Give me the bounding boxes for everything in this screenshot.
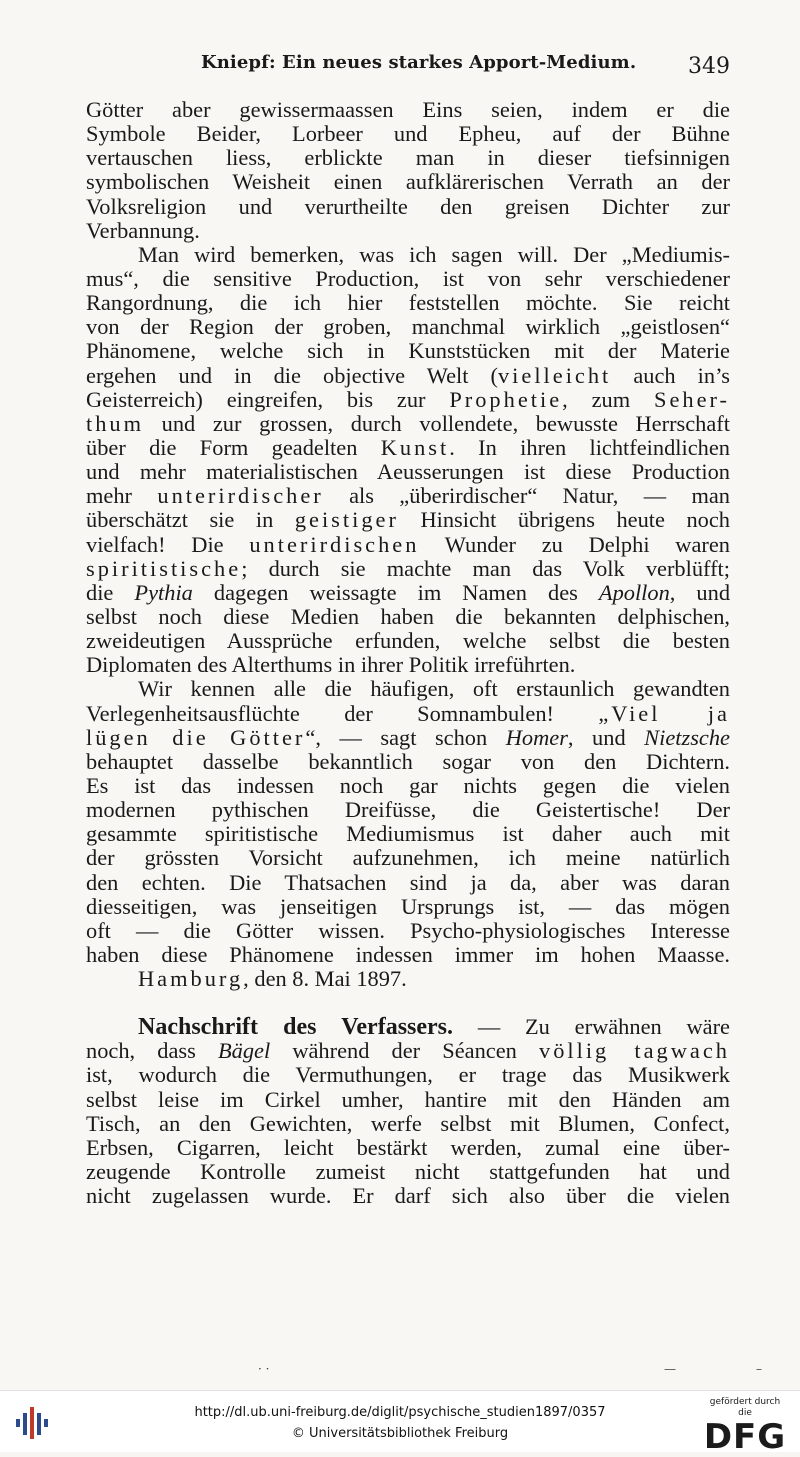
section-spacer xyxy=(86,991,730,1015)
text-run: während der Séancen xyxy=(270,1038,539,1064)
text-line: zeugende Kontrolle zumeist nicht stattgefunden hat und xyxy=(86,1159,730,1185)
text-run: Verlegenheitsausflüchte der Somnambulen! xyxy=(86,700,599,726)
text-run: , und xyxy=(567,724,645,750)
italic-name: Bägel xyxy=(217,1038,271,1064)
text-line xyxy=(86,412,730,436)
text-line: zweideutigen Aussprüche erfunden, welche selbst die besten xyxy=(86,628,730,654)
place-name: Hamburg xyxy=(138,966,244,992)
text-line: oft — die Götter wissen. Psycho-physiologisches Interesse xyxy=(86,917,730,943)
text-line: vertauschen liess, erblickte man in dieser tiefsinnigen xyxy=(86,145,730,171)
text-run: als „überirdischer“ Natur, — man xyxy=(323,483,730,509)
spaced-emphasis: lügen die Götter xyxy=(86,724,306,750)
print-mark: — xyxy=(664,1362,676,1376)
text-line xyxy=(86,702,730,726)
permalink-url[interactable]: http://dl.ub.uni-freiburg.de/diglit/psychische_studien1897/0357 xyxy=(194,1405,606,1420)
page-header xyxy=(86,50,736,84)
text-run: mehr xyxy=(86,483,158,509)
text-run: noch, dass xyxy=(86,1038,218,1064)
text-line: Tisch, an den Gewichten, werfe selbst mit Blumen, Confect, xyxy=(86,1110,730,1136)
spaced-emphasis: „Viel ja xyxy=(598,700,730,726)
text-line: Diplomaten des Alterthums in ihrer Politik irreführten. xyxy=(86,652,576,678)
text-line: den echten. Die Thatsachen sind ja da, aber was daran xyxy=(86,869,730,895)
viewer-footer xyxy=(0,1390,800,1457)
running-title: Kniepf: Ein neues starkes Apport-Medium. xyxy=(201,52,637,73)
signature-date: , den 8. Mai 1897. xyxy=(243,966,407,992)
text-line xyxy=(86,581,730,605)
text-line: der grössten Vorsicht aufzunehmen, ich meine natürlich xyxy=(86,845,730,871)
print-mark: · · xyxy=(258,1362,270,1376)
signature-line xyxy=(86,967,730,991)
text-line: modernen pythischen Dreifüsse, die Geistertische! Der xyxy=(86,797,730,823)
page-number: 349 xyxy=(688,54,730,79)
text-line: selbst noch diese Medien haben die bekannten delphischen, xyxy=(86,603,730,629)
text-line: Symbole Beider, Lorbeer und Epheu, auf der Bühne xyxy=(86,121,730,147)
text-run: Wunder zu Delphi waren xyxy=(419,531,730,557)
text-run: auch in’s xyxy=(611,362,731,388)
text-line xyxy=(86,388,730,412)
text-line xyxy=(86,484,730,508)
text-line xyxy=(86,364,730,388)
text-run: ergehen und in die objective Welt ( xyxy=(86,362,498,388)
spaced-emphasis: geistiger xyxy=(294,507,399,533)
text-line xyxy=(86,557,730,581)
print-mark: – xyxy=(756,1362,762,1376)
italic-name: Pythia xyxy=(134,579,193,605)
spaced-emphasis: unterirdischer xyxy=(157,483,324,509)
text-line: Rangordnung, die ich hier feststellen möchte. Sie reicht xyxy=(86,290,730,316)
text-line: haben diese Phänomene indessen immer im hohen Maasse. xyxy=(86,941,730,967)
text-run: dagegen weissagte im Namen des xyxy=(192,579,599,605)
text-line: Erbsen, Cigarren, leicht bestärkt werden, zumal eine über- xyxy=(86,1134,730,1160)
text-line: diesseitigen, was jenseitigen Ursprungs ist, — das mögen xyxy=(86,893,730,919)
spaced-emphasis: unterirdischen xyxy=(249,531,420,557)
text-line: behauptet dasselbe bekanntlich sogar von den Dichtern. xyxy=(86,748,730,774)
text-line xyxy=(86,508,730,532)
italic-name: Nietzsche xyxy=(644,724,730,750)
text-line: selbst leise im Cirkel umher, hantire mit den Händen am xyxy=(86,1086,730,1112)
text-line: und mehr materialistischen Aeusserungen ist diese Production xyxy=(86,459,730,485)
text-line: Wir kennen alle die häufigen, oft erstaunlich gewandten xyxy=(138,676,730,702)
dfg-wordmark: DFG xyxy=(703,1417,787,1457)
text-line: Phänomene, welche sich in Kunststücken mit der Materie xyxy=(86,338,730,364)
text-line: Volksreligion und verurtheilte den greisen Dichter zur xyxy=(86,193,730,219)
text-line: nicht zugelassen wurde. Er darf sich also über die vielen xyxy=(86,1183,730,1209)
text-line: ist, wodurch die Vermuthungen, er trage das Musikwerk xyxy=(86,1062,730,1088)
text-run: , zum xyxy=(562,386,654,412)
text-run: überschätzt sie in xyxy=(86,507,295,533)
spaced-emphasis: Kunst xyxy=(380,434,450,460)
text-line: mus“, die sensitive Production, ist von sehr verschiedener xyxy=(86,265,730,291)
dfg-note: gefördert durch die xyxy=(709,1397,781,1418)
spaced-emphasis: thum xyxy=(86,410,145,436)
text-line: symbolischen Weisheit einen aufklärerischen Verrath an der xyxy=(86,169,730,195)
text-run: Geisterreich) eingreifen, bis zur xyxy=(86,386,450,412)
text-run: “, — sagt schon xyxy=(305,724,506,750)
dfg-logo xyxy=(702,1397,788,1455)
text-run: , und xyxy=(669,579,731,605)
spaced-emphasis: vielleicht xyxy=(497,362,612,388)
text-line: gesammte spiritistische Mediumismus ist daher auch mit xyxy=(86,821,730,847)
text-line xyxy=(86,1039,730,1063)
text-line xyxy=(86,1015,730,1039)
text-run: vielfach! Die xyxy=(86,531,250,557)
spaced-emphasis: spiritistische xyxy=(86,555,242,581)
text-line: Man wird bemerken, was ich sagen will. Der „Mediumis- xyxy=(138,241,730,267)
text-line xyxy=(86,436,730,460)
italic-name: Homer xyxy=(505,724,568,750)
italic-name: Apollon xyxy=(598,579,670,605)
text-run: und zur grossen, durch vollendete, bewusste Herrschaft xyxy=(144,410,730,436)
text-run: die xyxy=(86,579,135,605)
spaced-emphasis: Prophetie xyxy=(449,386,563,412)
spaced-emphasis: völlig tagwach xyxy=(539,1038,730,1064)
text-line: von der Region der groben, manchmal wirklich „geistlosen“ xyxy=(86,314,730,340)
text-run: — Zu erwähnen wäre xyxy=(453,1014,730,1040)
text-run: ; durch sie machte man das Volk verblüfft; xyxy=(241,555,730,581)
text-line: Es ist das indessen noch gar nichts gegen die vielen xyxy=(86,772,730,798)
text-line: Verbannung. xyxy=(86,217,200,243)
text-line xyxy=(86,533,730,557)
postscript-heading: Nachschrift des Verfassers. xyxy=(138,1014,454,1041)
text-run: über die Form geadelten xyxy=(86,434,381,460)
text-line xyxy=(86,726,730,750)
text-run: . In ihren lichtfeindlichen xyxy=(449,434,730,460)
copyright-notice: © Universitätsbibliothek Freiburg xyxy=(291,1426,509,1441)
spaced-emphasis: Seher- xyxy=(654,386,730,412)
text-line: Götter aber gewissermaassen Eins seien, indem er die xyxy=(86,97,730,122)
page-body xyxy=(86,98,730,1208)
text-run: Hinsicht übrigens heute noch xyxy=(398,507,731,533)
